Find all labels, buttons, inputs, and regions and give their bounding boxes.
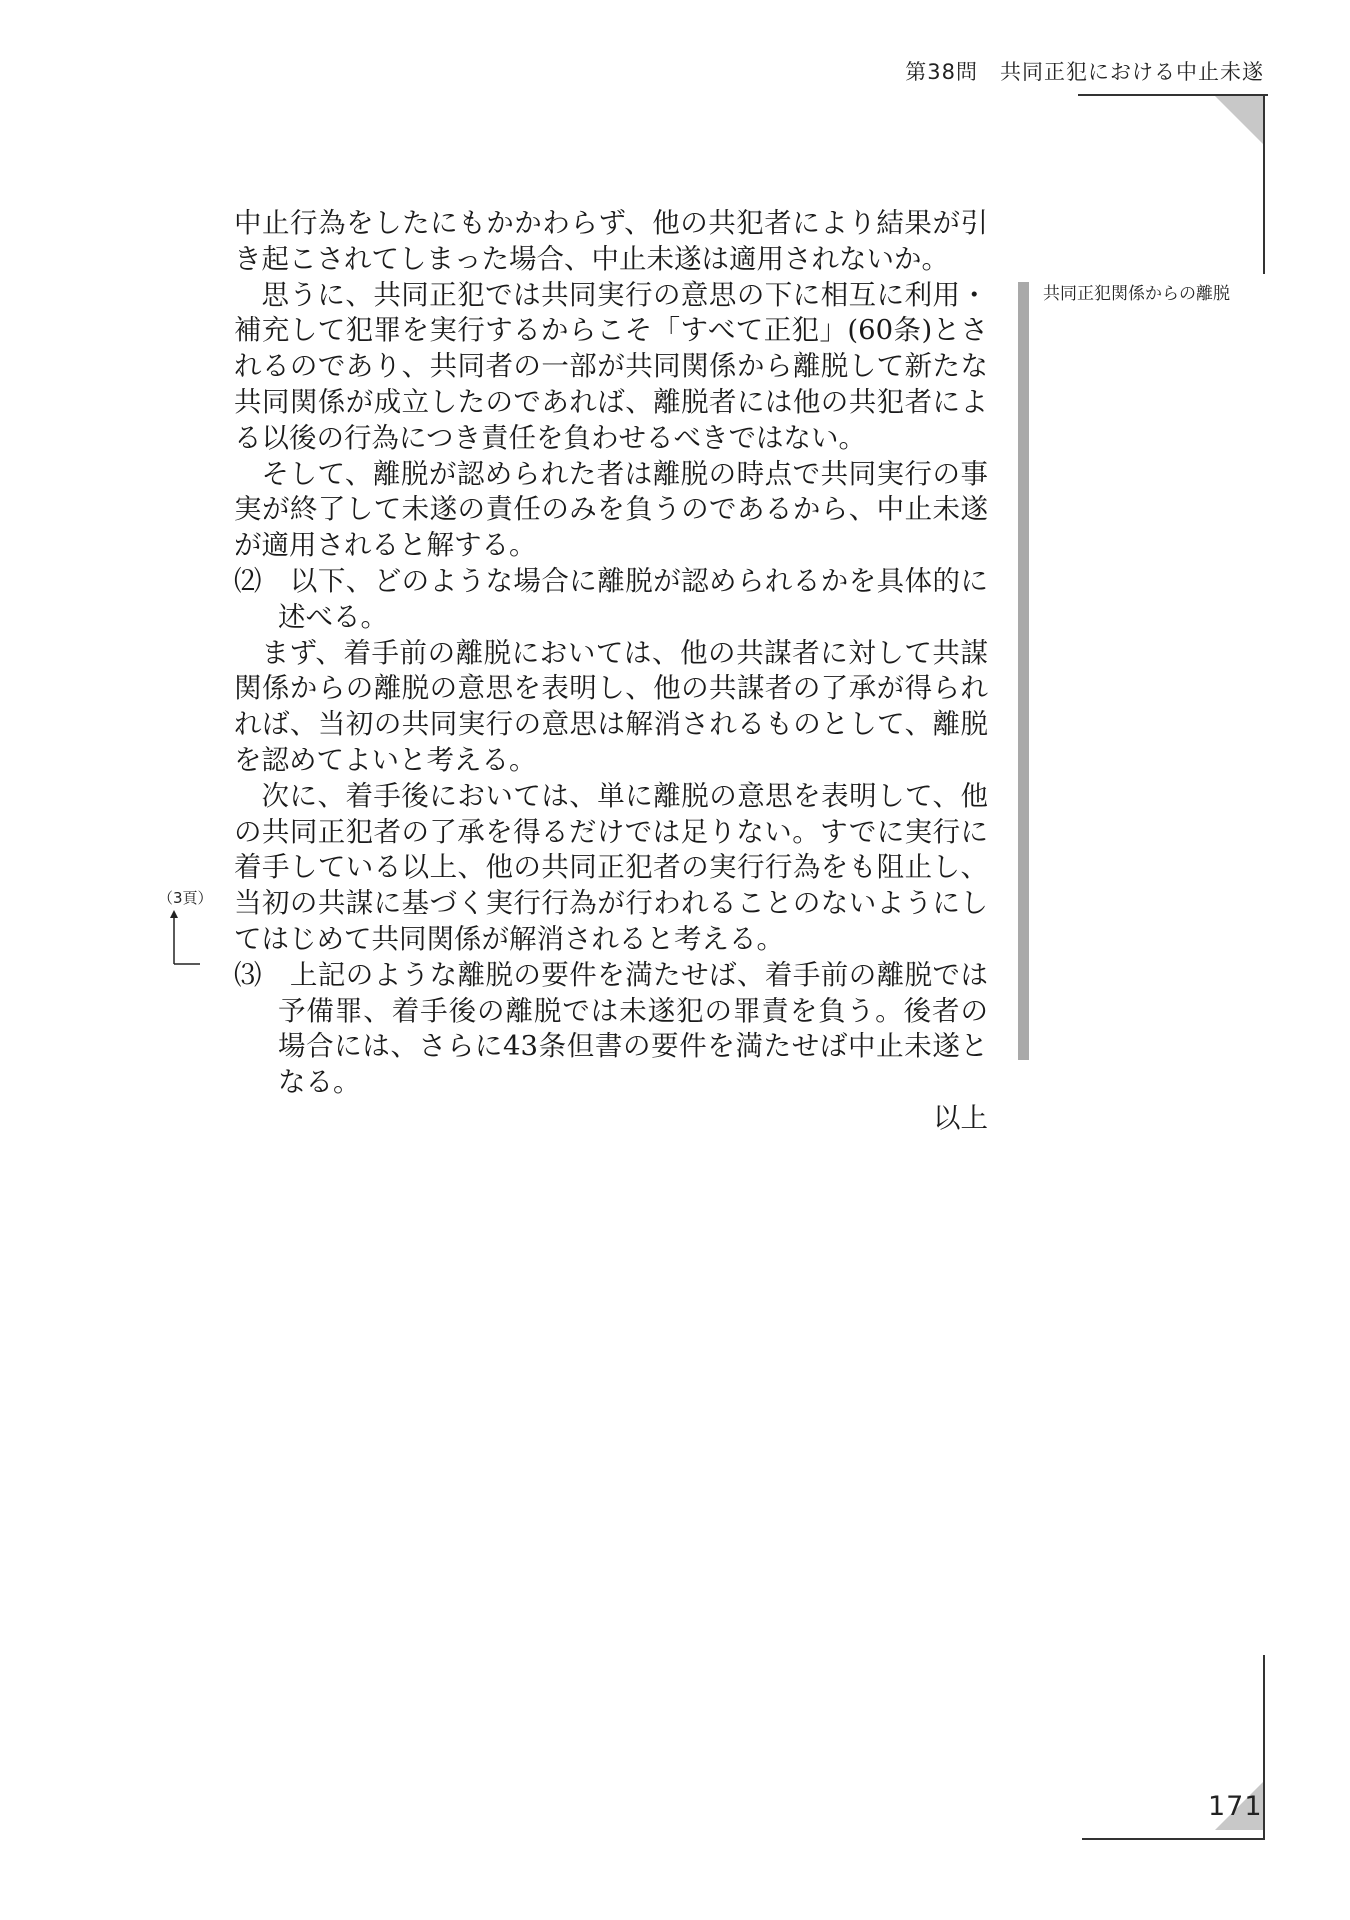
bottom-rule: [1082, 1838, 1265, 1840]
page-reference: （3頁）: [158, 889, 213, 907]
running-header: [905, 56, 1264, 86]
paragraph-2: 思うに、共同正犯では共同実行の意思の下に相互に利用・補充して犯罪を実行するからこそ「すべて正犯」(60条)とされるのであり、共同者の一部が共同関係から離脱して新たな共同関係が成立したのであれば、離脱者には他の共犯者による以後の行為につき責任を負わせるべきではない。: [234, 278, 988, 454]
answer-body: [234, 206, 988, 1137]
paragraph-6: 次に、着手後においては、単に離脱の意思を表明して、他の共同正犯者の了承を得るだけでは足りない。すでに実行に着手している以上、他の共同正犯者の実行行為をも阻止し、当初の共謀に基づく実行行為が行われることのないようにしてはじめて共同関係が解消されると考える。: [234, 779, 988, 955]
chapter-title: 共同正犯における中止未遂: [1000, 60, 1264, 84]
margin-gray-bar: [1018, 282, 1029, 1060]
margin-note: 共同正犯関係からの離脱: [1043, 284, 1230, 304]
page-number: 171: [1208, 1791, 1263, 1822]
paragraph-item-3: ⑶ 上記のような離脱の要件を満たせば、着手前の離脱では予備罪、着手後の離脱では未遂犯の罪責を負う。後者の場合には、さらに43条但書の要件を満たせば中止未遂となる。: [234, 958, 988, 1099]
reference-arrow-icon: [170, 910, 210, 970]
chapter-number: 第38問: [905, 60, 978, 84]
closing-mark: 以上: [933, 1101, 988, 1134]
top-corner-triangle: [1215, 96, 1263, 144]
paragraph-5: まず、着手前の離脱においては、他の共謀者に対して共謀関係からの離脱の意思を表明し、他の共謀者の了承が得られれば、当初の共同実行の意思は解消されるものとして、離脱を認めてよいと考える。: [234, 636, 988, 776]
paragraph-item-2: ⑵ 以下、どのような場合に離脱が認められるかを具体的に述べる。: [234, 564, 988, 633]
paragraph-3: そして、離脱が認められた者は離脱の時点で共同実行の事実が終了して未遂の責任のみを負うのであるから、中止未遂が適用されると解する。: [234, 457, 988, 562]
bottom-vertical-rule: [1263, 1655, 1265, 1840]
paragraph-1: 中止行為をしたにもかかわらず、他の共犯者により結果が引き起こされてしまった場合、中止未遂は適用されないか。: [234, 207, 988, 275]
top-vertical-rule: [1263, 94, 1265, 274]
